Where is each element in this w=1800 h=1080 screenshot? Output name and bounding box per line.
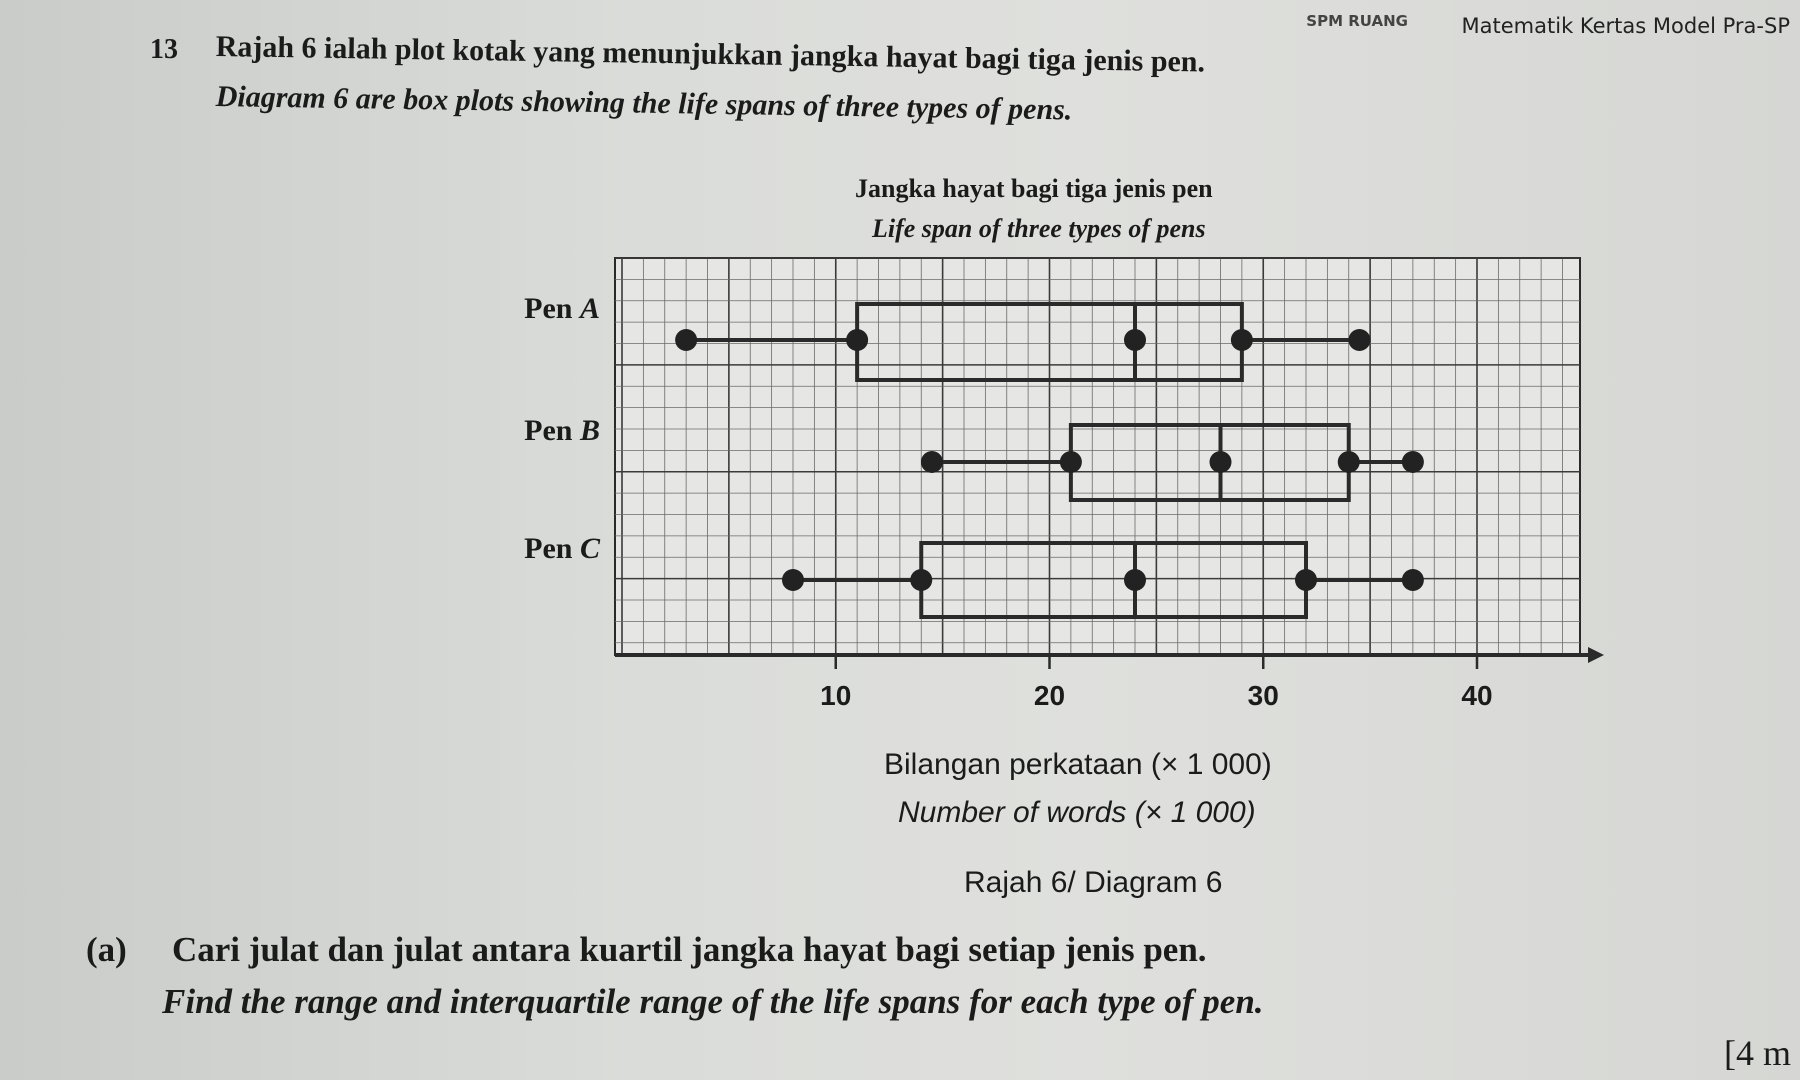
point-q3 bbox=[1338, 451, 1360, 473]
x-axis-label-malay: Bilangan perkataan (× 1 000) bbox=[884, 748, 1272, 781]
question-number: 13 bbox=[150, 34, 178, 65]
chart-title: Jangka hayat bagi tiga jenis pen bbox=[855, 174, 1213, 203]
part-a-label: (a) bbox=[86, 930, 127, 969]
point-median bbox=[1210, 451, 1232, 473]
series-label: Pen C bbox=[524, 532, 600, 565]
x-tick-label: 20 bbox=[1033, 680, 1066, 711]
point-median bbox=[1124, 329, 1146, 351]
x-axis-label-english: Number of words (× 1 000) bbox=[898, 796, 1256, 829]
point-min bbox=[782, 569, 804, 591]
point-q1 bbox=[846, 329, 868, 351]
point-q3 bbox=[1295, 569, 1317, 591]
point-q1 bbox=[1060, 451, 1082, 473]
point-min bbox=[675, 329, 697, 351]
x-tick-label: 30 bbox=[1247, 680, 1279, 711]
x-tick-label: 40 bbox=[1461, 680, 1493, 711]
point-max bbox=[1402, 569, 1424, 591]
point-max bbox=[1402, 451, 1424, 473]
header-text: Matematik Kertas Model Pra-SP bbox=[1461, 14, 1790, 38]
part-a-text-malay: Cari julat dan julat antara kuartil jangka hayat bagi setiap jenis pen. bbox=[172, 930, 1207, 969]
diagram-caption: Rajah 6/ Diagram 6 bbox=[964, 866, 1223, 899]
x-tick-label: 10 bbox=[820, 680, 852, 711]
header-logo: SPM RUANG bbox=[1306, 12, 1408, 30]
point-q1 bbox=[910, 569, 932, 591]
point-min bbox=[921, 451, 943, 473]
part-a-text-english: Find the range and interquartile range of the life spans for each type of pen. bbox=[162, 982, 1264, 1021]
series-label: Pen A bbox=[524, 292, 600, 325]
point-q3 bbox=[1231, 329, 1253, 351]
x-axis-arrow-icon bbox=[1588, 647, 1604, 663]
marks-label: [4 m bbox=[1724, 1033, 1791, 1073]
series-label: Pen B bbox=[524, 414, 600, 447]
point-median bbox=[1124, 569, 1146, 591]
grid-area bbox=[615, 258, 1580, 655]
chart-subtitle: Life span of three types of pens bbox=[872, 214, 1206, 243]
question-text-malay: Rajah 6 ialah plot kotak yang menunjukkan jangka hayat bagi tiga jenis pen. bbox=[215, 30, 1206, 79]
question-text-english: Diagram 6 are box plots showing the life spans of three types of pens. bbox=[215, 80, 1073, 127]
point-max bbox=[1348, 329, 1370, 351]
